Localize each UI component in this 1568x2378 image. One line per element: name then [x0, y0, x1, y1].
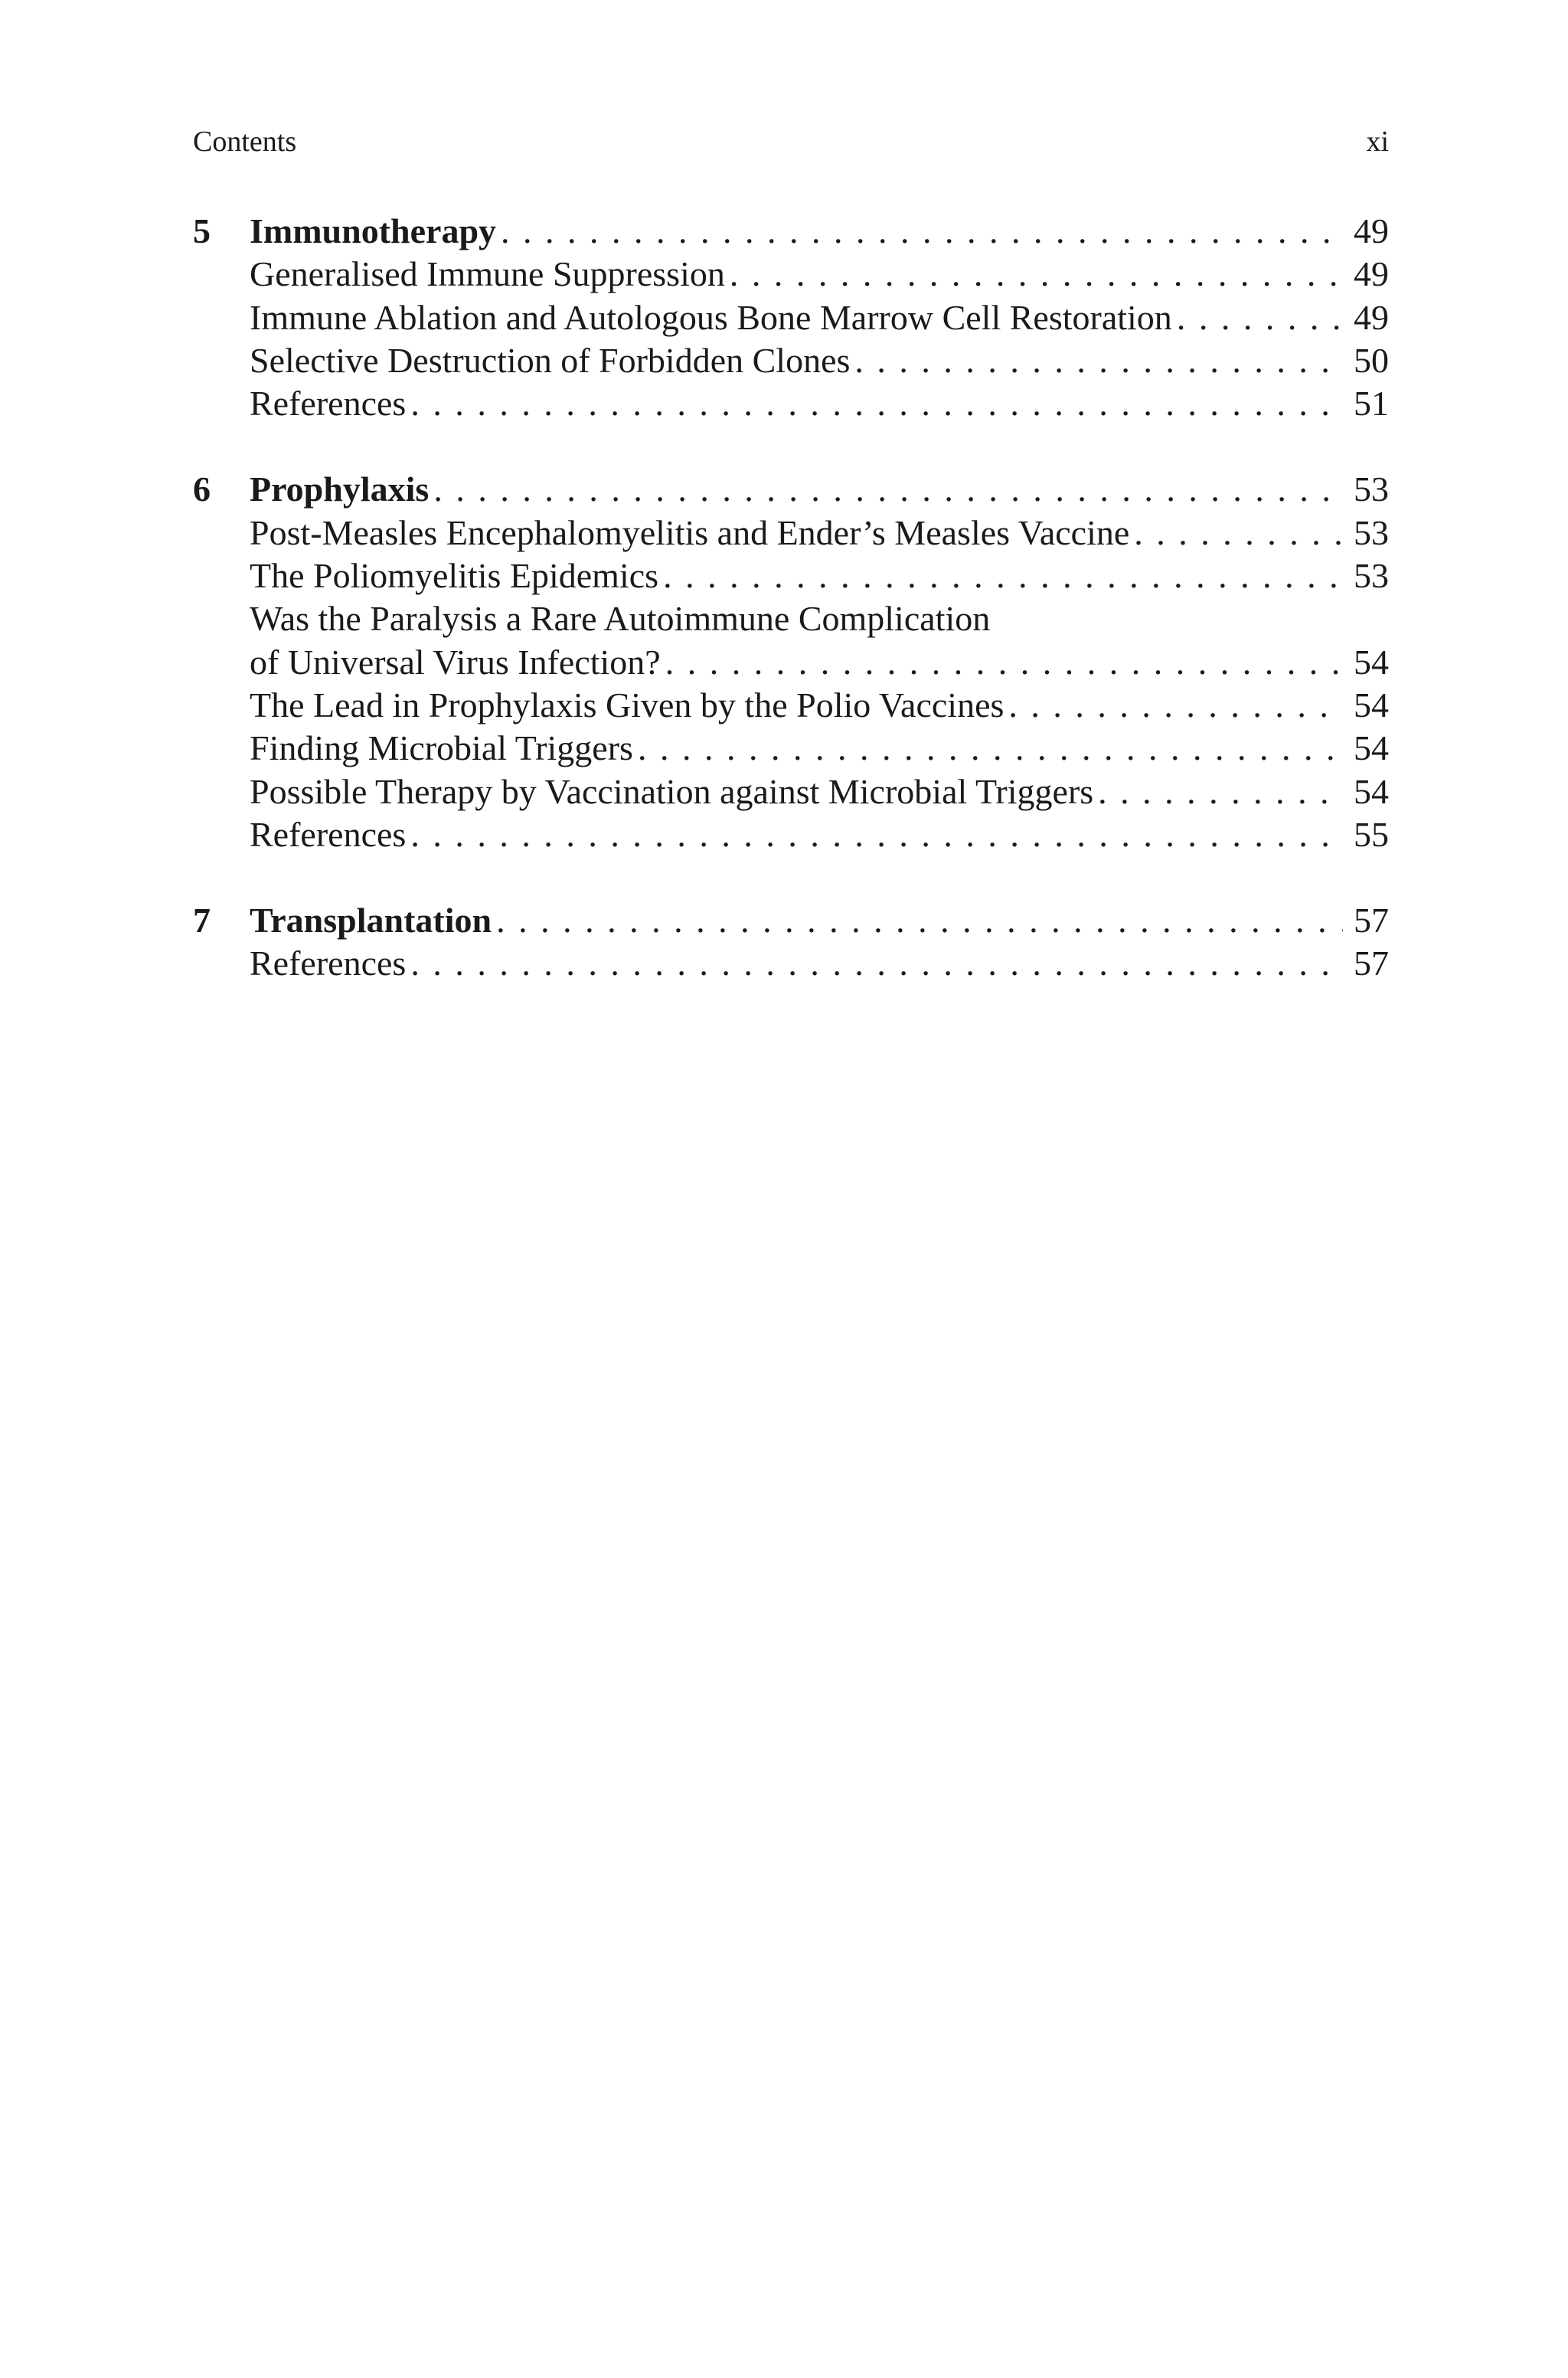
toc-section-entry[interactable]	[193, 253, 1389, 296]
table-of-contents	[193, 210, 1389, 1029]
section-title: The Lead in Prophylaxis Given by the Polio Vaccines	[250, 685, 1004, 725]
running-header	[193, 123, 1389, 161]
section-title: of Universal Virus Infection?	[250, 642, 661, 682]
dot-leader	[492, 899, 1343, 942]
page-number: 49	[1354, 254, 1389, 294]
dot-leader	[661, 641, 1343, 684]
toc-section-entry[interactable]	[193, 339, 1389, 382]
page-number: 57	[1354, 901, 1389, 940]
section-title: Possible Therapy by Vaccination against Microbial Triggers	[250, 771, 1094, 811]
chapter-number: 6	[193, 469, 211, 509]
page-number: 54	[1354, 728, 1389, 768]
dot-leader	[1129, 512, 1343, 554]
dot-leader	[725, 253, 1343, 296]
page-number: 57	[1354, 944, 1389, 983]
running-header-page-number: xi	[1366, 126, 1389, 158]
toc-section-entry[interactable]	[193, 382, 1389, 425]
page-number: 50	[1354, 340, 1389, 380]
page-number: 49	[1354, 211, 1389, 250]
toc-chapter-entry[interactable]	[193, 899, 1389, 942]
toc-chapter-6	[193, 468, 1389, 856]
dot-leader	[406, 942, 1343, 985]
dot-leader	[850, 339, 1343, 382]
running-header-title: Contents	[193, 126, 297, 158]
toc-chapter-entry[interactable]	[193, 210, 1389, 253]
toc-section-entry[interactable]	[193, 727, 1389, 770]
page-number: 54	[1354, 685, 1389, 725]
dot-leader	[496, 210, 1343, 253]
toc-section-entry-wrapped-line[interactable]	[193, 597, 1389, 640]
dot-leader	[1004, 684, 1343, 727]
page-number: 55	[1354, 814, 1389, 854]
section-title: References	[250, 814, 407, 854]
dot-leader	[1093, 770, 1343, 813]
toc-section-entry[interactable]	[193, 554, 1389, 597]
dot-leader	[406, 382, 1343, 425]
chapter-number: 7	[193, 901, 211, 940]
toc-chapter-entry[interactable]	[193, 468, 1389, 511]
toc-section-entry[interactable]	[193, 641, 1389, 684]
page-number: 53	[1354, 469, 1389, 509]
dot-leader	[429, 468, 1343, 511]
toc-section-entry[interactable]	[193, 942, 1389, 985]
chapter-title: Transplantation	[250, 901, 492, 940]
page-number: 49	[1354, 297, 1389, 337]
chapter-title: Prophylaxis	[250, 469, 430, 509]
section-title: References	[250, 384, 407, 424]
chapter-title: Immunotherapy	[250, 211, 497, 250]
toc-section-entry[interactable]	[193, 296, 1389, 339]
page-number: 53	[1354, 556, 1389, 596]
toc-section-entry[interactable]	[193, 813, 1389, 856]
dot-leader	[633, 727, 1343, 770]
toc-chapter-5	[193, 210, 1389, 425]
section-title: References	[250, 944, 407, 983]
section-title: The Poliomyelitis Epidemics	[250, 556, 659, 596]
section-title: Finding Microbial Triggers	[250, 728, 633, 768]
section-title: Post-Measles Encephalomyelitis and Ender’s Measles Vaccine	[250, 512, 1130, 552]
section-title: Selective Destruction of Forbidden Clones	[250, 340, 851, 380]
dot-leader	[658, 554, 1343, 597]
section-title: Was the Paralysis a Rare Autoimmune Complication	[250, 599, 991, 639]
toc-section-entry[interactable]	[193, 770, 1389, 813]
toc-section-entry[interactable]	[193, 512, 1389, 554]
dot-leader	[1172, 296, 1343, 339]
toc-section-entry[interactable]	[193, 684, 1389, 727]
section-title: Generalised Immune Suppression	[250, 254, 725, 294]
toc-chapter-7	[193, 899, 1389, 986]
page-number: 54	[1354, 642, 1389, 682]
page-number: 54	[1354, 771, 1389, 811]
page-number: 53	[1354, 512, 1389, 552]
section-title: Immune Ablation and Autologous Bone Marrow Cell Restoration	[250, 297, 1172, 337]
page-number: 51	[1354, 384, 1389, 424]
dot-leader	[406, 813, 1343, 856]
chapter-number: 5	[193, 211, 211, 250]
